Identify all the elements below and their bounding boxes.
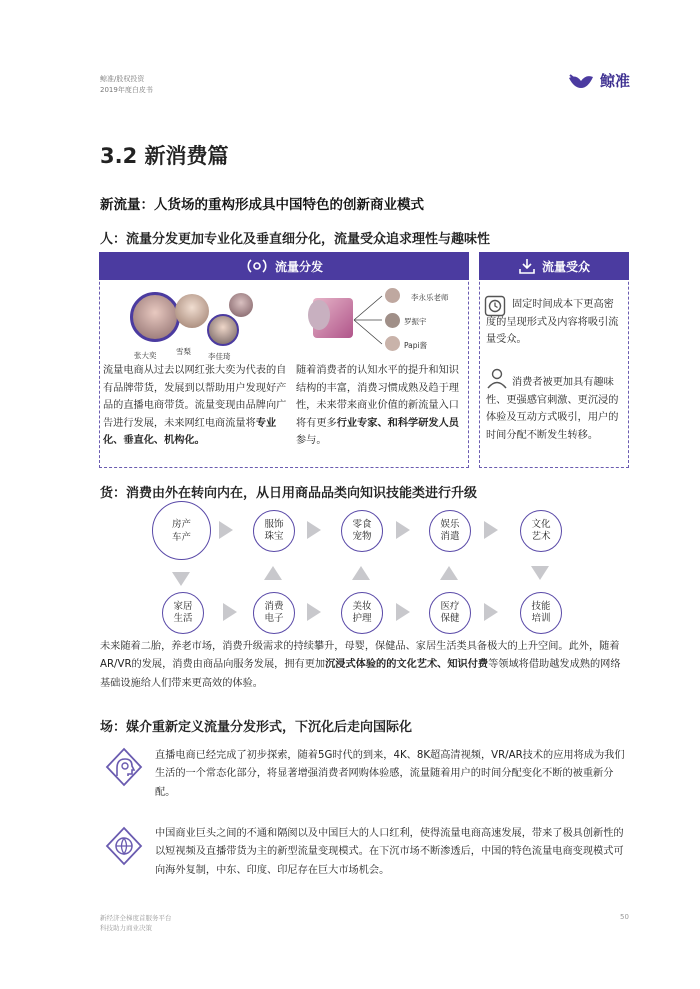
name-liyongle: 李永乐老师 [411, 293, 449, 302]
name-papi: Papi酱 [404, 341, 428, 350]
arrow-up-icon [440, 566, 458, 580]
distribution-label: 流量分发 [274, 259, 323, 274]
name-lijiaqi: 李佳琦 [208, 352, 231, 361]
node-consumer-electronics: 消费电子 [253, 592, 295, 634]
arrow-up-icon [264, 566, 282, 580]
avatar-xueli [175, 294, 209, 328]
arrow-right-icon [484, 521, 498, 539]
people-heading: 人：流量分发更加专业化及垂直细分化，流量受众追求理性与趣味性 [100, 232, 491, 247]
goods-paragraph: 未来随着二胎，养老市场，消费升级需求的持续攀升，母婴，保健品、家居生活类具备极大的上升空间。此外，随着AR/VR的发展，消费由商品向服务发展，拥有更加沉浸式体验的的文化艺术、知识付费等领域将借助越发成熟的网络基础设施给人们带来更高效的体验。 [100, 641, 621, 689]
node-skill-training: 技能培训 [520, 592, 562, 634]
footer-line1: 新经济全梯度首服务平台 [100, 914, 172, 922]
header-line2: 2019年度白皮书 [100, 86, 153, 94]
brand-logo [568, 70, 630, 91]
name-xueli: 雪梨 [176, 347, 191, 356]
arrow-right-icon [396, 603, 410, 621]
node-snacks-pets: 零食宠物 [341, 510, 383, 552]
node-beauty-care: 美妆护理 [341, 592, 383, 634]
audience-bar [479, 252, 629, 280]
audience-label: 流量受众 [541, 259, 590, 274]
node-real-estate-auto: 房产车产 [152, 501, 211, 560]
node-fashion-jewelry: 服饰珠宝 [253, 510, 295, 552]
page-subtitle: 新流量：人货场的重构形成具中国特色的创新商业模式 [100, 197, 424, 213]
audience-text-2: 消费者被更加具有趣味性、更强感官刺激、更沉浸的体验及互动方式吸引，用户的时间分配不断发生转移。 [486, 377, 619, 441]
arrow-up-icon [352, 566, 370, 580]
arrow-right-icon [307, 603, 321, 621]
arrow-right-icon [396, 521, 410, 539]
name-luozhenyu: 罗振宇 [404, 317, 427, 326]
whale-logo-icon [568, 72, 594, 90]
name-zhangdayi: 张大奕 [134, 351, 157, 360]
avatar-liyongle [385, 288, 400, 303]
header-line1: 鲸准/股权投资 [100, 75, 145, 83]
avatar-zhangdayi [130, 292, 180, 342]
avatar-luozhenyu [385, 313, 400, 328]
section-title: 3.2 新消费篇 [100, 144, 229, 168]
arrow-down-icon [172, 572, 190, 586]
arrow-right-icon [223, 603, 237, 621]
audience-text-1: 固定时间成本下更高密度的呈现形式及内容将吸引流量受众。 [486, 299, 619, 346]
node-home-living: 家居生活 [162, 592, 204, 634]
avatar-extra [229, 293, 253, 317]
footer-meta [100, 913, 172, 933]
broadcast-icon [245, 256, 269, 276]
distribution-right-text: 随着消费者的认知水平的提升和知识结构的丰富，消费习惯成熟及趋于理性，未来带来商业价值的新流量入口将有更多行业专家、和科学研发人员参与。 [296, 365, 459, 447]
field-text-2: 中国商业巨头之间的不通和隔阂以及中国巨大的人口红利，使得流量电商高速发展，带来了极具创新性的以短视频及直播带货为主的新型流量变现模式。在下沉市场不断渗透后，中国的特色流量电商变现模式可向海外复制，中东、印度、印尼存在巨大市场机会。 [155, 828, 624, 876]
distribution-bar [99, 252, 469, 280]
node-entertainment: 娱乐消遣 [429, 510, 471, 552]
footer-line2: 科技助力商业决策 [100, 924, 152, 932]
arrow-right-icon [219, 521, 233, 539]
avatar-lijiaqi [207, 314, 239, 346]
download-icon [518, 257, 536, 275]
mind-head-icon [103, 746, 145, 788]
field-heading: 场：媒介重新定义流量分发形式，下沉化后走向国际化 [100, 720, 413, 735]
node-culture-art: 文化艺术 [520, 510, 562, 552]
speaker-photo [308, 300, 330, 330]
arrow-down-icon [531, 566, 549, 580]
arrow-right-icon [484, 603, 498, 621]
page-number: 50 [620, 913, 629, 921]
distribution-left-text: 流量电商从过去以网红张大奕为代表的自有品牌带货，发展到以帮助用户发现好产品的直播电商带货。流量变现由品牌向广告进行发展，未来网红电商流量将专业化、垂直化、机构化。 [103, 365, 287, 447]
field-text-1: 直播电商已经完成了初步探索，随着5G时代的到来，4K、8K超高清视频，VR/AR技术的应用将成为我们生活的一个常态化部分，将显著增强消费者网购体验感，流量随着用户的时间分配变化不断的被重新分配。 [155, 750, 625, 798]
node-healthcare: 医疗保健 [429, 592, 471, 634]
avatar-papi [385, 336, 400, 351]
goods-heading: 货：消费由外在转向内在，从日用商品品类向知识技能类进行升级 [100, 486, 478, 501]
logo-text: 鲸准 [600, 72, 631, 90]
header-meta [100, 74, 153, 96]
arrow-right-icon [307, 521, 321, 539]
globe-network-icon [103, 825, 145, 867]
